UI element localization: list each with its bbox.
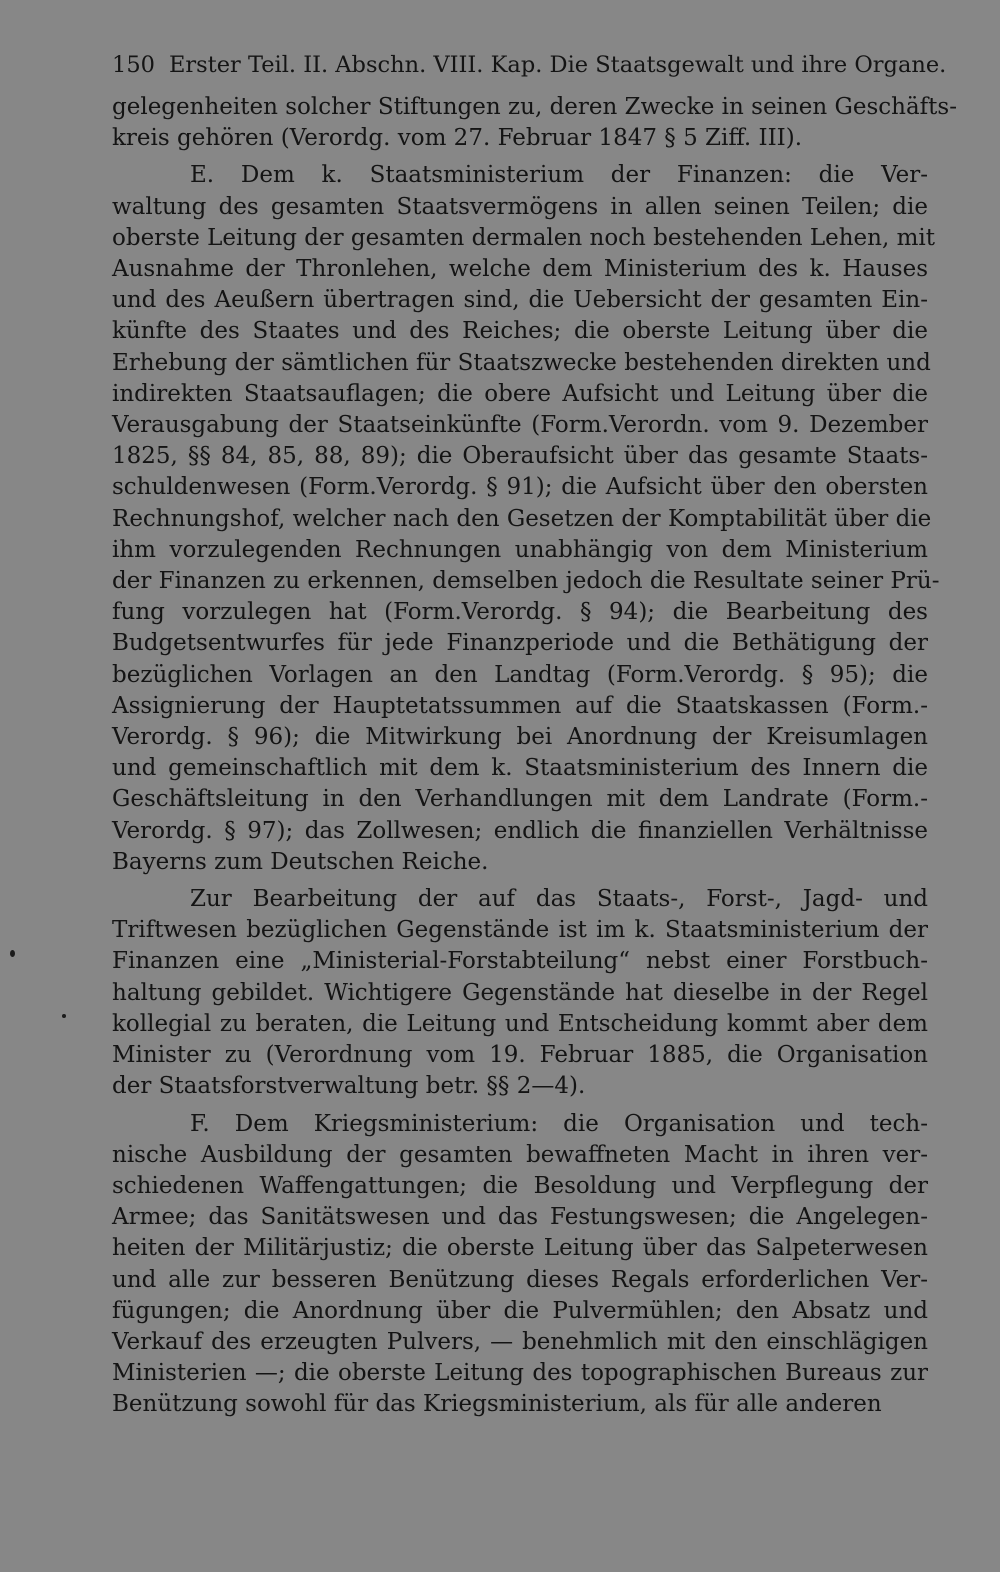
text-line: schiedenen Waffengattungen; die Besoldung und Verpflegung der bbox=[112, 1172, 928, 1199]
text-line: waltung des gesamten Staatsvermögens in allen seinen Teilen; die bbox=[112, 193, 928, 220]
text-line: Verordg. § 96); die Mitwirkung bei Anordnung der Kreisumlagen bbox=[112, 724, 928, 751]
text-line: Erhebung der sämtlichen für Staatszwecke bestehenden direkten und bbox=[112, 349, 931, 376]
text-line: und des Aeußern übertragen sind, die Uebersicht der gesamten Ein- bbox=[112, 287, 928, 314]
text-line: künfte des Staates und des Reiches; die oberste Leitung über die bbox=[112, 318, 928, 345]
text-line: Geschäftsleitung in den Verhandlungen mit dem Landrate (Form.- bbox=[112, 786, 928, 813]
text-line: Benützung sowohl für das Kriegsministerium, als für alle anderen bbox=[112, 1391, 882, 1418]
text-line: Bayerns zum Deutschen Reiche. bbox=[112, 848, 489, 875]
text-line: fügungen; die Anordnung über die Pulvermühlen; den Absatz und bbox=[112, 1297, 928, 1324]
ink-speck bbox=[62, 1014, 66, 1018]
text-line: Verkauf des erzeugten Pulvers, — benehmlich mit den einschlägigen bbox=[112, 1328, 928, 1355]
ink-speck bbox=[10, 950, 15, 957]
text-line: der Staatsforstverwaltung betr. §§ 2—4). bbox=[112, 1073, 586, 1100]
text-line: heiten der Militärjustiz; die oberste Leitung über das Salpeterwesen bbox=[112, 1235, 928, 1262]
text-line: Armee; das Sanitätswesen und das Festungswesen; die Angelegen- bbox=[112, 1204, 928, 1231]
text-line: 1825, §§ 84, 85, 88, 89); die Oberaufsicht über das gesamte Staats- bbox=[112, 443, 928, 470]
paragraph bbox=[112, 1109, 928, 1421]
text-line: schuldenwesen (Form.Verordg. § 91); die Aufsicht über den obersten bbox=[112, 474, 928, 501]
text-line: F. Dem Kriegsministerium: die Organisation und tech- bbox=[190, 1110, 928, 1137]
text-line: Assignierung der Hauptetatssummen auf die Staatskassen (Form.- bbox=[112, 692, 928, 719]
text-line: Triftwesen bezüglichen Gegenstände ist im k. Staatsministerium der bbox=[112, 917, 928, 944]
text-line: Finanzen eine „Ministerial-Forstabteilung“ nebst einer Forstbuch- bbox=[112, 948, 928, 975]
text-line: Ausnahme der Thronlehen, welche dem Ministerium des k. Hauses bbox=[112, 256, 928, 283]
running-head: Erster Teil. II. Abschn. VIII. Kap. Die Staatsgewalt und ihre Organe. bbox=[168, 52, 947, 78]
text-line: und gemeinschaftlich mit dem k. Staatsministerium des Innern die bbox=[112, 755, 928, 782]
text-line: Zur Bearbeitung der auf das Staats-, Forst-, Jagd- und bbox=[190, 886, 928, 913]
text-line: kollegial zu beraten, die Leitung und Entscheidung kommt aber dem bbox=[112, 1010, 928, 1037]
text-line: haltung gebildet. Wichtigere Gegenstände hat dieselbe in der Regel bbox=[112, 979, 928, 1006]
text-line: bezüglichen Vorlagen an den Landtag (Form.Verordg. § 95); die bbox=[112, 661, 928, 688]
text-line: oberste Leitung der gesamten dermalen noch bestehenden Lehen, mit bbox=[112, 224, 936, 251]
text-line: Budgetsentwurfes für jede Finanzperiode und die Bethätigung der bbox=[112, 630, 928, 657]
text-line: kreis gehören (Verordg. vom 27. Februar 1847 § 5 Ziff. III). bbox=[112, 125, 803, 152]
text-line: nische Ausbildung der gesamten bewaffneten Macht in ihren ver- bbox=[112, 1141, 928, 1168]
text-line: E. Dem k. Staatsministerium der Finanzen: die Ver- bbox=[190, 162, 928, 189]
text-line: Ministerien —; die oberste Leitung des topographischen Bureaus zur bbox=[112, 1360, 928, 1387]
book-page bbox=[112, 52, 957, 1421]
text-line: Rechnungshof, welcher nach den Gesetzen der Komptabilität über die bbox=[112, 505, 932, 532]
text-line: gelegenheiten solcher Stiftungen zu, deren Zwecke in seinen Geschäfts- bbox=[112, 94, 957, 120]
text-line: Verausgabung der Staatseinkünfte (Form.Verordn. vom 9. Dezember bbox=[112, 412, 928, 439]
paragraph bbox=[112, 92, 957, 154]
body-text bbox=[112, 92, 957, 1421]
text-line: und alle zur besseren Benützung dieses Regals erforderlichen Ver- bbox=[112, 1266, 928, 1293]
text-line: Verordg. § 97); das Zollwesen; endlich die finanziellen Verhältnisse bbox=[112, 817, 928, 844]
text-line: ihm vorzulegenden Rechnungen unabhängig von dem Ministerium bbox=[112, 536, 928, 563]
text-line: indirekten Staatsauflagen; die obere Aufsicht und Leitung über die bbox=[112, 380, 928, 407]
text-line: fung vorzulegen hat (Form.Verordg. § 94); die Bearbeitung des bbox=[112, 599, 928, 626]
text-line: Minister zu (Verordnung vom 19. Februar 1885, die Organisation bbox=[112, 1042, 928, 1069]
page-number: 150 bbox=[112, 52, 155, 78]
paragraph bbox=[112, 884, 928, 1102]
page-header bbox=[112, 52, 947, 92]
paragraph bbox=[112, 160, 940, 878]
text-line: der Finanzen zu erkennen, demselben jedoch die Resultate seiner Prü- bbox=[112, 568, 940, 595]
